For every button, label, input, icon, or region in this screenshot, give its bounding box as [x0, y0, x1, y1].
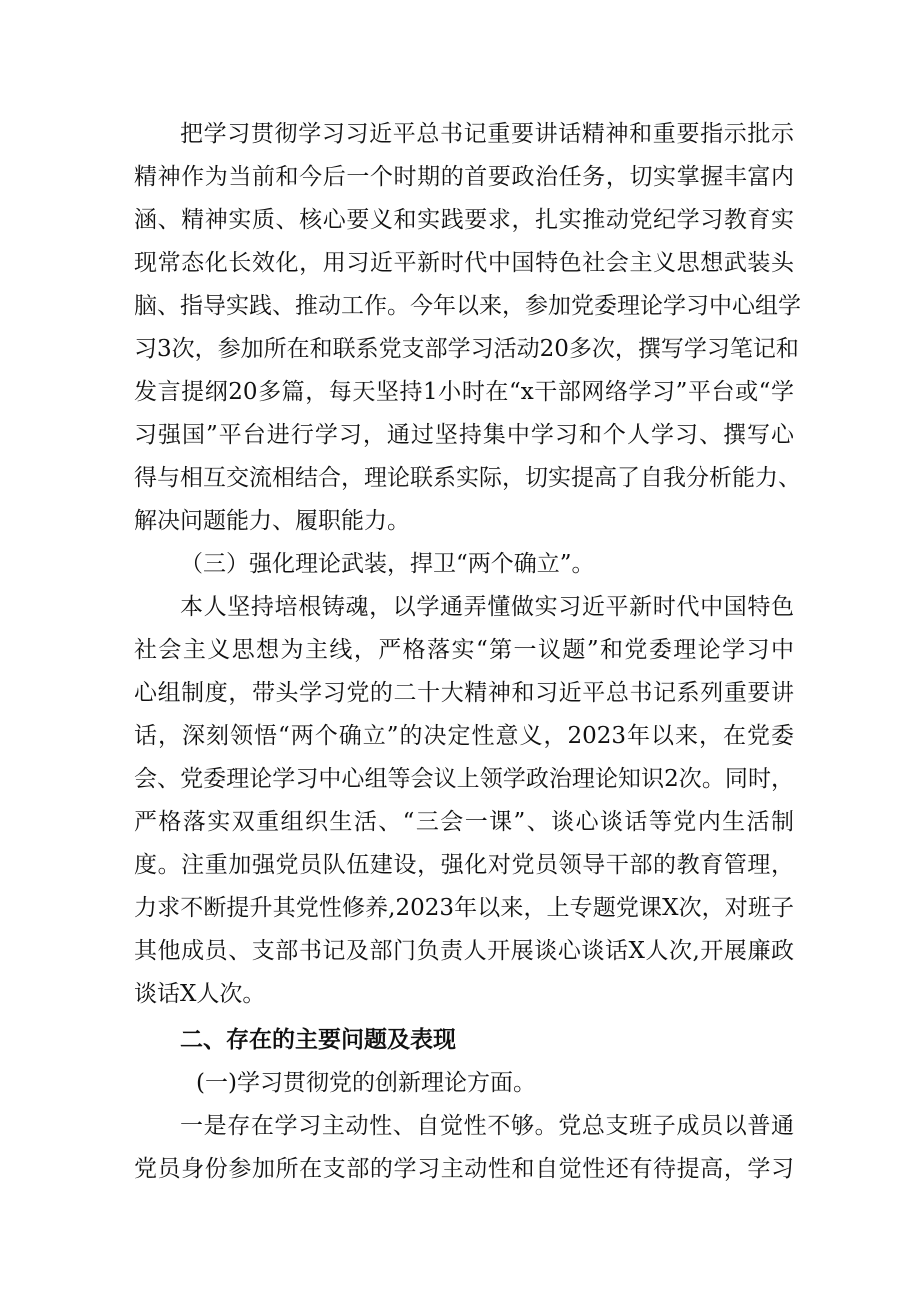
- text-line: 涵、精神实质、核心要义和实践要求，扎实推动党纪学习教育实: [134, 207, 794, 233]
- subheading-strengthen-theory: （三）强化理论武装，捍卫“两个确立”。: [180, 551, 595, 577]
- text-line: 谈话X人次。: [134, 981, 266, 1007]
- text-line: 发言提纲20多篇，每天坚持1小时在“x干部网络学习”平台或“学: [134, 379, 794, 405]
- text-line: 度。注重加强党员队伍建设，强化对党员领导干部的教育管理，: [134, 852, 794, 878]
- text-line: 社会主义思想为主线，严格落实“第一议题”和党委理论学习中: [134, 637, 794, 663]
- text-line: 习强国”平台进行学习，通过坚持集中学习和个人学习、撰写心: [134, 422, 794, 448]
- text-line: 话，深刻领悟“两个确立”的决定性意义，2023年以来，在党委: [134, 723, 794, 749]
- text-line: 精神作为当前和今后一个时期的首要政治任务，切实掌握丰富内: [134, 164, 794, 190]
- text-line: 把学习贯彻学习习近平总书记重要讲话精神和重要指示批示: [180, 121, 794, 147]
- section-heading-main-problems: 二、存在的主要问题及表现: [180, 1027, 456, 1053]
- text-line: 得与相互交流相结合，理论联系实际，切实提高了自我分析能力、: [134, 465, 801, 491]
- text-line: 本人坚持培根铸魂，以学通弄懂做实习近平新时代中国特色: [180, 594, 794, 620]
- text-line: 一是存在学习主动性、自觉性不够。党总支班子成员以普通: [180, 1113, 794, 1139]
- text-line: 脑、指导实践、推动工作。今年以来，参加党委理论学习中心组学: [134, 293, 801, 319]
- subheading-innovative-theory: (一)学习贯彻党的创新理论方面。: [196, 1070, 536, 1096]
- text-line: 会、党委理论学习中心组等会议上领学政治理论知识2次。同时，: [134, 766, 794, 792]
- text-line: 解决问题能力、履职能力。: [134, 508, 410, 534]
- text-line: 现常态化长效化，用习近平新时代中国特色社会主义思想武装头: [134, 250, 794, 276]
- text-line: 其他成员、支部书记及部门负责人开展谈心谈话X人次,开展廉政: [134, 938, 794, 964]
- text-line: 力求不断提升其党性修养,2023年以来，上专题党课X次，对班子: [134, 895, 794, 921]
- text-line: 习3次，参加所在和联系党支部学习活动20多次，撰写学习笔记和: [134, 336, 799, 362]
- text-line: 严格落实双重组织生活、“三会一课”、谈心谈话等党内生活制: [134, 809, 794, 835]
- text-line: 党员身份参加所在支部的学习主动性和自觉性还有待提高，学习: [134, 1156, 794, 1182]
- text-line: 心组制度，带头学习党的二十大精神和习近平总书记系列重要讲: [134, 680, 794, 706]
